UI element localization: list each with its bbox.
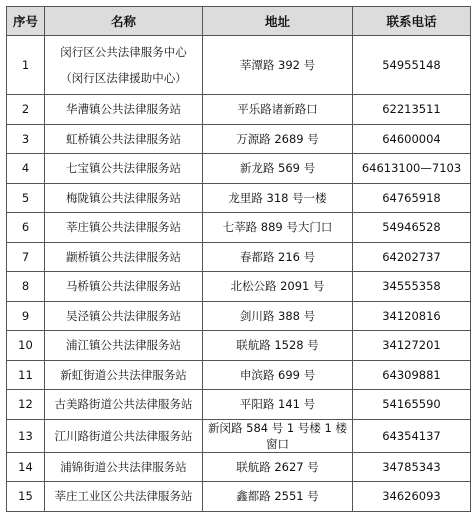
table-row (7, 331, 471, 361)
cell-no: 2 (7, 95, 45, 125)
cell-address: 春都路 216 号 (203, 242, 353, 272)
cell-name (45, 36, 203, 95)
cell-phone: 64765918 (353, 183, 471, 213)
cell-phone: 64354137 (353, 419, 471, 452)
service-table (6, 6, 471, 512)
cell-address: 莘潭路 392 号 (203, 36, 353, 95)
header-phone: 联系电话 (353, 7, 471, 36)
cell-address: 平乐路诸新路口 (203, 95, 353, 125)
cell-phone: 64202737 (353, 242, 471, 272)
cell-name: 马桥镇公共法律服务站 (45, 272, 203, 302)
cell-name: 莘庄镇公共法律服务站 (45, 213, 203, 243)
cell-no: 14 (7, 452, 45, 482)
cell-address: 新龙路 569 号 (203, 154, 353, 184)
cell-phone: 54946528 (353, 213, 471, 243)
cell-phone: 34785343 (353, 452, 471, 482)
table-row (7, 183, 471, 213)
cell-name: 新虹街道公共法律服务站 (45, 360, 203, 390)
table-row (7, 95, 471, 125)
cell-address: 剑川路 388 号 (203, 301, 353, 331)
cell-phone: 64600004 (353, 124, 471, 154)
cell-no: 8 (7, 272, 45, 302)
cell-no: 7 (7, 242, 45, 272)
table-row (7, 124, 471, 154)
table-row (7, 482, 471, 512)
cell-name: 虹桥镇公共法律服务站 (45, 124, 203, 154)
cell-name: 吴泾镇公共法律服务站 (45, 301, 203, 331)
cell-phone: 34127201 (353, 331, 471, 361)
cell-no: 6 (7, 213, 45, 243)
cell-address: 龙里路 318 号一楼 (203, 183, 353, 213)
cell-phone: 62213511 (353, 95, 471, 125)
cell-no: 15 (7, 482, 45, 512)
table-row (7, 390, 471, 420)
header-row (7, 7, 471, 36)
cell-name: 浦江镇公共法律服务站 (45, 331, 203, 361)
table-row (7, 452, 471, 482)
cell-name: 江川路街道公共法律服务站 (45, 419, 203, 452)
cell-address: 平阳路 141 号 (203, 390, 353, 420)
cell-name: 古美路街道公共法律服务站 (45, 390, 203, 420)
table-row (7, 419, 471, 452)
cell-address: 联航路 2627 号 (203, 452, 353, 482)
table-row (7, 301, 471, 331)
cell-address: 七莘路 889 号大门口 (203, 213, 353, 243)
cell-name-line1: 闵行区公共法律服务中心 (60, 45, 187, 59)
table-row (7, 213, 471, 243)
cell-no: 11 (7, 360, 45, 390)
cell-name: 七宝镇公共法律服务站 (45, 154, 203, 184)
table-row (7, 36, 471, 95)
table-row (7, 242, 471, 272)
cell-phone: 34120816 (353, 301, 471, 331)
cell-name: 梅陇镇公共法律服务站 (45, 183, 203, 213)
cell-address: 新闵路 584 号 1 号楼 1 楼窗口 (203, 419, 353, 452)
cell-phone: 54955148 (353, 36, 471, 95)
header-no: 序号 (7, 7, 45, 36)
cell-no: 4 (7, 154, 45, 184)
cell-name-line2: （闵行区法律援助中心） (60, 71, 187, 85)
cell-name: 颛桥镇公共法律服务站 (45, 242, 203, 272)
cell-phone: 64613100—7103 (353, 154, 471, 184)
cell-no: 3 (7, 124, 45, 154)
cell-no: 9 (7, 301, 45, 331)
table-row (7, 360, 471, 390)
cell-no: 13 (7, 419, 45, 452)
cell-address: 鑫都路 2551 号 (203, 482, 353, 512)
header-name: 名称 (45, 7, 203, 36)
cell-name: 华漕镇公共法律服务站 (45, 95, 203, 125)
header-address: 地址 (203, 7, 353, 36)
cell-phone: 54165590 (353, 390, 471, 420)
cell-name: 莘庄工业区公共法律服务站 (45, 482, 203, 512)
cell-no: 1 (7, 36, 45, 95)
cell-phone: 34555358 (353, 272, 471, 302)
cell-name: 浦锦街道公共法律服务站 (45, 452, 203, 482)
cell-phone: 64309881 (353, 360, 471, 390)
cell-address: 北松公路 2091 号 (203, 272, 353, 302)
cell-no: 5 (7, 183, 45, 213)
table-row (7, 272, 471, 302)
cell-no: 12 (7, 390, 45, 420)
cell-no: 10 (7, 331, 45, 361)
cell-address: 万源路 2689 号 (203, 124, 353, 154)
table-row (7, 154, 471, 184)
cell-phone: 34626093 (353, 482, 471, 512)
cell-address: 联航路 1528 号 (203, 331, 353, 361)
cell-address: 申滨路 699 号 (203, 360, 353, 390)
